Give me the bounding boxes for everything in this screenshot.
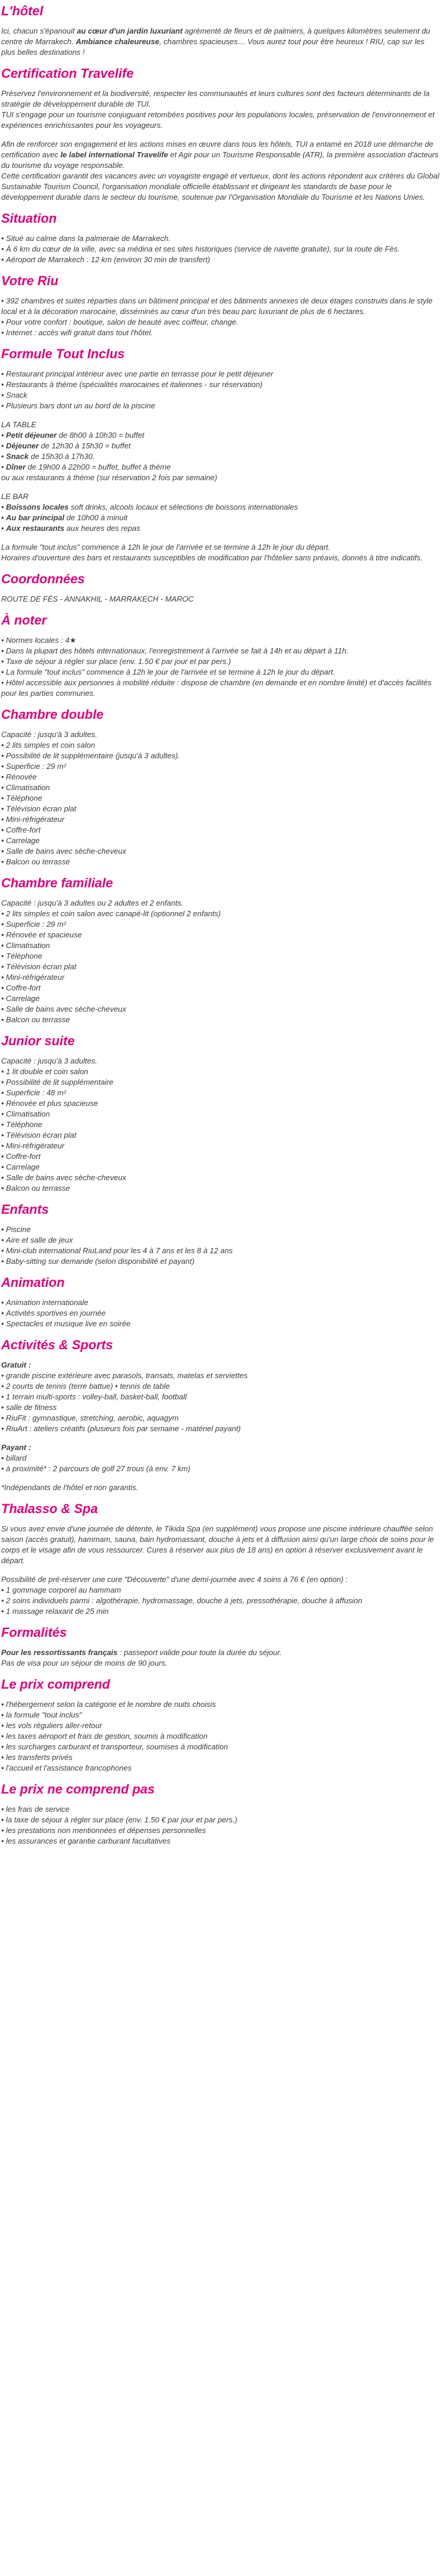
travelife-title: Certification Travelife (1, 66, 134, 81)
list-item: • Activités sportives en journée (1, 1308, 440, 1319)
list-item: • Climatisation (1, 1109, 440, 1119)
capacity: Capacité : jusqu'à 3 adultes ou 2 adultes et 2 enfants. (1, 899, 183, 907)
animation-list (1, 1297, 440, 1329)
section-enfants (0, 1202, 440, 1267)
list-item (1, 451, 440, 462)
travelife-text: Cette certification garantit des vacances avec un voyagiste engagé et vertueux, dont les actions répondent aux critères du Global Sustainable Tourism Council, l'organisation mondiale officielle établissant et dirigeant les standards de base pour le développement durable dans le secteur du tourisme, soutenue par l'Organisation Mondiale du Tourisme et les Nations Unies. (1, 171, 439, 202)
list-item (1, 502, 440, 513)
list-item: • Carrelage (1, 993, 440, 1004)
list-item: • les assurances et garantie carburant facultatives (1, 1836, 440, 1847)
list-item: • la taxe de séjour à régler sur place (env. 1.50 € par jour et par pers.) (1, 1815, 440, 1825)
list-item: • Climatisation (1, 940, 440, 951)
formule-note (1, 542, 440, 563)
list-item: • Salle de bains avec sèche-cheveux (1, 1004, 440, 1015)
animation-title: Animation (1, 1275, 65, 1290)
list-item: • Coffre-fort (1, 983, 440, 993)
list-item: • les transferts privés (1, 1752, 440, 1763)
section-chambre-double (0, 707, 440, 867)
list-item: • RiuArt : ateliers créatifs (plusieurs fois par semaine - matériel payant) (1, 1424, 440, 1434)
bar-info: soft drinks, alcools locaux et sélections de boissons internationales (68, 503, 298, 511)
list-item: • Possibilité de lit supplémentaire (jusqu'à 3 adultes). (1, 751, 440, 761)
list-item: • 2 lits simples et coin salon avec canapé-lit (optionnel 2 enfants) (1, 909, 440, 919)
anoter-list (1, 635, 440, 699)
list-item: • les prestations non mentionnées et dépenses personnelles (1, 1825, 440, 1836)
list-item: • À 6 km du cœur de la ville, avec sa médina et ses sites historiques (service de navette gratuite), sur la route de Fès. (1, 244, 440, 255)
bar-title: LE BAR (1, 492, 29, 501)
list-item: • Superficie : 48 m² (1, 1088, 440, 1098)
bar-info: aux heures des repas (64, 524, 140, 533)
list-item: • Rénovée et plus spacieuse (1, 1098, 440, 1109)
list-item: • Balcon ou terrasse (1, 1183, 440, 1194)
list-item: • Téléphone (1, 951, 440, 962)
address: ROUTE DE FÈS - ANNAKHIL - MARRAKECH - MAROC (1, 595, 194, 603)
list-item: • Plusieurs bars dont un au bord de la piscine (1, 401, 440, 411)
formalites-detail: : passeport valide pour toute la durée du séjour. (117, 1648, 282, 1657)
travelife-text: Afin de renforcer son engagement et les actions mises en œuvre dans tous les hôtels, TUI a entamé en 2018 une démarche de certification avec (1, 140, 433, 159)
list-item: • salle de fitness (1, 1402, 440, 1413)
double-title: Chambre double (1, 707, 104, 722)
list-item: • Télévision écran plat (1, 804, 440, 814)
list-item: • les vols réguliers aller-retour (1, 1720, 440, 1731)
formule-list (1, 369, 440, 411)
list-item: • La formule "tout inclus" commence à 12h le jour de l'arrivée et se termine à 12h le jour du départ. (1, 667, 440, 678)
hotel-intro-bold: au cœur d'un jardin luxuriant (77, 27, 183, 35)
activites-free-list (1, 1360, 440, 1434)
junior-title: Junior suite (1, 1033, 75, 1048)
list-item: • Mini-réfrigérateur (1, 814, 440, 825)
list-item: • l'accueil et l'assistance francophones (1, 1763, 440, 1774)
riu-list (1, 296, 440, 338)
anoter-title: À noter (1, 613, 47, 628)
familiale-list (1, 898, 440, 1025)
list-item: • grande piscine extérieure avec parasols, transats, matelas et serviettes (1, 1370, 440, 1381)
meal-label: Snack (6, 452, 29, 461)
section-thalasso (0, 1501, 440, 1617)
list-item: • Internet : accès wifi gratuit dans tout l'hôtel. (1, 328, 440, 338)
list-item: • Téléphone (1, 793, 440, 804)
meal-note: ou aux restaurants à thème (sur réservation 2 fois par semaine) (1, 473, 218, 482)
list-item: • billard (1, 1453, 440, 1464)
list-item: • 2 soins individuels parmi : algothérapie, hydromassage, douche à jets, pressothérapie, douche à affusion (1, 1596, 440, 1606)
list-item: • Rénovée et spacieuse (1, 930, 440, 940)
list-item: • Climatisation (1, 782, 440, 793)
section-votre-riu (0, 273, 440, 338)
list-item: • Restaurant principal intérieur avec une partie en terrasse pour le petit déjeuner (1, 369, 440, 379)
list-item: • Piscine (1, 1224, 440, 1235)
section-situation (0, 211, 440, 265)
hotel-title: L'hôtel (1, 4, 44, 18)
list-item: • Télévision écran plat (1, 1130, 440, 1141)
thalasso-title: Thalasso & Spa (1, 1501, 98, 1516)
list-item: • Aire et salle de jeux (1, 1235, 440, 1246)
section-formule (0, 346, 440, 563)
bar-label: Boissons locales (6, 503, 69, 511)
list-item (1, 441, 440, 451)
list-item (1, 430, 440, 441)
list-item: • Spectacles et musique live en soirée (1, 1319, 440, 1329)
list-item: • 2 lits simples et coin salon (1, 740, 440, 751)
list-item: • Téléphone (1, 1119, 440, 1130)
enfants-list (1, 1224, 440, 1267)
travelife-text: Préservez l'environnement et la biodiversité, respecter les communautés et leurs cultures sont des facteurs déterminants de la stratégie de développement durable de TUI. (1, 89, 430, 108)
list-item: • Normes locales : 4★ (1, 635, 440, 646)
formule-note-text: Horaires d'ouverture des bars et restaurants susceptibles de modification par l'hôtelier sans préavis, donnés à titre indicatifs. (1, 553, 423, 562)
list-item: • Hôtel accessible aux personnes à mobilité réduite : dispose de chambre (en demande et en nombre limité) et d'accès facilités pour les parties communes. (1, 678, 440, 699)
section-junior-suite (0, 1033, 440, 1194)
list-item: • 1 massage relaxant de 25 min (1, 1606, 440, 1617)
coordonnees-title: Coordonnées (1, 572, 85, 586)
meal-label: Déjeuner (6, 441, 39, 450)
meal-hours: de 19h00 à 22h00 = buffet, buffet à thème (25, 463, 171, 471)
meal-label: Petit déjeuner (6, 431, 57, 440)
bar-label: Au bar principal (6, 513, 65, 522)
list-item: • Situé au calme dans la palmeraie de Marrakech. (1, 233, 440, 244)
list-item: • Coffre-fort (1, 825, 440, 835)
list-item: • Balcon ou terrasse (1, 1015, 440, 1025)
section-a-noter (0, 613, 440, 699)
necomprend-title: Le prix ne comprend pas (1, 1782, 155, 1796)
list-item: • Carrelage (1, 835, 440, 846)
hotel-intro-text: agrémenté de fleurs et de palmiers, à quelques kilomètres seulement du centre de Marrakech. (1, 27, 430, 46)
list-item: • Superficie : 29 m² (1, 919, 440, 930)
section-prix-comprend (0, 1677, 440, 1774)
travelife-text: TUI s'engage pour un tourisme conjuguant retombées positives pour les populations locales, préservation de l'environnement et expériences enrichissantes pour les voyageurs. (1, 110, 435, 130)
list-item: • 392 chambres et suites réparties dans un bâtiment principal et des bâtiments annexes de deux étages construits dans le style local et à la décoration marocaine, disséminés au cœur d'un très beau parc luxuriant de plus de 6 hectares. (1, 296, 440, 317)
section-hotel (0, 4, 440, 58)
paid-title: Payant : (1, 1443, 31, 1452)
list-item: • Possibilité de lit supplémentaire (1, 1077, 440, 1088)
list-item: • RiuFit : gymnastique, stretching, aerobic, aquagym (1, 1413, 440, 1424)
list-item: • la formule "tout inclus" (1, 1710, 440, 1720)
formalites-text (1, 1647, 440, 1669)
free-title: Gratuit : (1, 1360, 31, 1369)
meal-hours: de 15h30 à 17h30. (28, 452, 95, 461)
situation-title: Situation (1, 211, 57, 226)
travelife-paragraph (1, 139, 440, 203)
section-animation (0, 1275, 440, 1329)
formalites-title: Formalités (1, 1625, 67, 1640)
capacity: Capacité : jusqu'à 3 adultes. (1, 1056, 97, 1065)
formule-note-text: La formule "tout inclus" commence à 12h le jour de l'arrivée et se termine à 12h le jour du départ. (1, 543, 331, 551)
list-item: • Restaurants à thème (spécialités marocaines et italiennes - sur réservation) (1, 379, 440, 390)
list-item: • 1 lit double et coin salon (1, 1066, 440, 1077)
formule-title: Formule Tout Inclus (1, 346, 125, 361)
bar-schedule (1, 491, 440, 534)
list-item: • à proximité* : 2 parcours de golf 27 trous (à env. 7 km) (1, 1464, 440, 1474)
list-item: • 2 courts de tennis (terre battue) • tennis de table (1, 1381, 440, 1392)
list-item: • les taxes aéroport et frais de gestion, soumis à modification (1, 1731, 440, 1742)
section-activites (0, 1337, 440, 1493)
list-item (1, 462, 440, 473)
list-item: • Salle de bains avec sèche-cheveux (1, 1173, 440, 1183)
list-item: • Animation internationale (1, 1297, 440, 1308)
hotel-intro-text: Ici, chacun s'épanouit (1, 27, 77, 35)
list-item: • Mini-réfrigérateur (1, 1141, 440, 1151)
list-item: • Carrelage (1, 1162, 440, 1173)
list-item: • les surcharges carburant et transporteur, soumises à modification (1, 1742, 440, 1752)
situation-list (1, 233, 440, 265)
riu-title: Votre Riu (1, 273, 58, 288)
list-item: • Rénovée (1, 772, 440, 782)
meal-schedule (1, 420, 440, 483)
activites-note: *Indépendants de l'hôtel et non garantis. (1, 1483, 139, 1492)
list-item: • 1 terrain multi-sports : volley-ball, basket-ball, football (1, 1392, 440, 1402)
formalites-note: Pas de visa pour un séjour de moins de 90 jours. (1, 1659, 167, 1667)
list-item (1, 513, 440, 523)
list-item: • Taxe de séjour à régler sur place (env. 1.50 € par jour et par pers.) (1, 656, 440, 667)
list-item: • Mini-réfrigérateur (1, 972, 440, 983)
travelife-text: et Agir pour un Tourisme Responsable (ATR), la première association d'acteurs du tourisme du voyage responsable. (1, 150, 439, 170)
necomprend-list (1, 1804, 440, 1847)
list-item: • Balcon ou terrasse (1, 857, 440, 867)
comprend-title: Le prix comprend (1, 1677, 110, 1692)
list-item: • Coffre-fort (1, 1151, 440, 1162)
familiale-title: Chambre familiale (1, 876, 113, 890)
meal-label: Dîner (6, 463, 26, 471)
activites-paid-list (1, 1442, 440, 1474)
list-item: • Aéroport de Marrakech : 12 km (environ 30 min de transfert) (1, 255, 440, 265)
activites-title: Activités & Sports (1, 1337, 113, 1352)
capacity: Capacité : jusqu'à 3 adultes. (1, 730, 97, 739)
list-item (1, 523, 440, 534)
list-item: • Dans la plupart des hôtels internationaux, l'enregistrement à l'arrivée se fait à 14h et au départ à 11h. (1, 646, 440, 656)
meal-hours: de 12h30 à 15h30 = buffet (38, 441, 131, 450)
thalasso-paragraph: Si vous avez envie d'une journée de détente, le Tikida Spa (en supplément) vous propose une piscine intérieure chauffée selon saison (accès gratuit), hammam, sauna, bain hydromassant, douche à jets et à diffusion ainsi qu'un large choix de soins pour le corps et le visage afin de vous ressourcer. Cures à réserver aux plus de 18 ans) en option à réserver exclusivement avant le départ. (1, 1524, 434, 1565)
bar-info: de 10h00 à minuit (64, 513, 128, 522)
section-formalites (0, 1625, 440, 1669)
travelife-paragraph (1, 88, 440, 131)
list-item: • Télévision écran plat (1, 962, 440, 972)
hotel-intro (1, 26, 440, 58)
list-item: • Mini-club international RiuLand pour les 4 à 7 ans et les 8 à 12 ans (1, 1246, 440, 1256)
list-item: • l'hébergement selon la catégorie et le nombre de nuits choisis (1, 1699, 440, 1710)
section-coordonnees (0, 572, 440, 605)
list-item: • Baby-sitting sur demande (selon disponibilité et payant) (1, 1256, 440, 1267)
junior-list (1, 1056, 440, 1194)
hotel-intro-bold: Ambiance chaleureuse (75, 37, 160, 46)
list-item: • les frais de service (1, 1804, 440, 1815)
comprend-list (1, 1699, 440, 1774)
travelife-label: le label international Travelife (60, 150, 168, 159)
list-item: • 1 gommage corporel au hammam (1, 1585, 440, 1596)
list-item: • Superficie : 29 m² (1, 761, 440, 772)
thalasso-list (1, 1574, 440, 1617)
list-item: • Pour votre confort : boutique, salon de beauté avec coiffeur, change. (1, 317, 440, 328)
section-travelife (0, 66, 440, 203)
bar-label: Aux restaurants (6, 524, 65, 533)
table-title: LA TABLE (1, 420, 37, 429)
double-list (1, 729, 440, 867)
enfants-title: Enfants (1, 1202, 49, 1217)
meal-hours: de 8h00 à 10h30 = buffet (57, 431, 144, 440)
hotel-intro-text: , chambres spacieuses… Vous aurez tout pour être heureux ! RIU, cap sur les plus belles destinations ! (1, 37, 425, 57)
formalites-label: Pour les ressortissants français (1, 1648, 118, 1657)
thalasso-offer: Possibilité de pré-réserver une cure "Découverte" d'une demi-journée avec 4 soins à 76 € (en option) : (1, 1575, 348, 1584)
list-item: • Salle de bains avec sèche-cheveux (1, 846, 440, 857)
section-chambre-familiale (0, 876, 440, 1025)
section-prix-ne-comprend-pas (0, 1782, 440, 1847)
list-item: • Snack (1, 390, 440, 401)
hotel-description-page (0, 4, 447, 1869)
